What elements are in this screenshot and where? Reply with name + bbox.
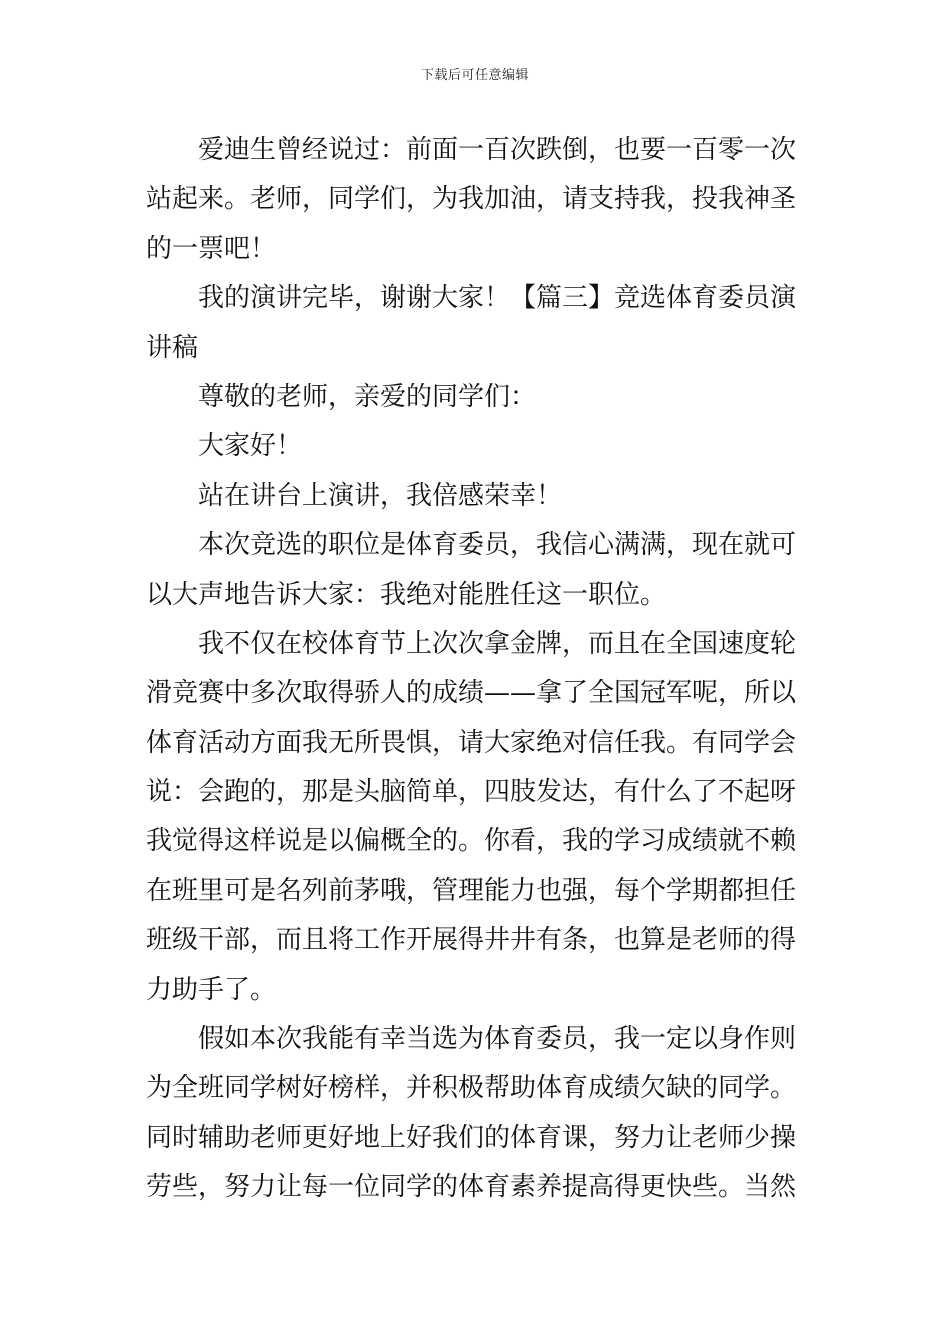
text-line: 大家好！ [198,431,303,462]
text-line: 说：会跑的，那是头脑简单，四肢发达，有什么了不起呀 [146,777,797,808]
text-line: 为全班同学树好榜样，并积极帮助体育成绩欠缺的同学。 [146,1073,797,1104]
document-body [146,126,808,1213]
text-line: 讲稿 [146,332,199,363]
text-line: 体育活动方面我无所畏惧，请大家绝对信任我。有同学会 [146,727,797,758]
text-line: 我不仅在校体育节上次次拿金牌，而且在全国速度轮 [198,628,797,659]
text-line: 班级干部，而且将工作开展得井井有条，也算是老师的得 [146,925,797,956]
text-line: 同时辅助老师更好地上好我们的体育课，努力让老师少操 [146,1122,797,1153]
text-line: 我觉得这样说是以偏概全的。你看，我的学习成绩就不赖 [146,826,797,857]
text-line: 劳些，努力让每一位同学的体育素养提高得更快些。当然 [146,1172,797,1203]
text-line: 滑竞赛中多次取得骄人的成绩——拿了全国冠军呢，所以 [146,678,797,709]
text-line: 假如本次我能有幸当选为体育委员，我一定以身作则 [198,1024,797,1055]
text-line: 站起来。老师，同学们，为我加油，请支持我，投我神圣 [146,184,797,215]
text-line: 我的演讲完毕，谢谢大家！【篇三】竞选体育委员演 [198,283,797,314]
text-line: 本次竞选的职位是体育委员，我信心满满，现在就可 [198,530,797,561]
text-line: 的一票吧！ [146,233,277,264]
text-line: 力助手了。 [146,974,277,1005]
page-header: 下载后可任意编辑 [420,68,529,83]
text-line: 站在讲台上演讲，我倍感荣幸！ [198,480,563,511]
text-line: 以大声地告诉大家：我绝对能胜任这一职位。 [146,579,667,610]
text-line: 在班里可是名列前茅哦，管理能力也强，每个学期都担任 [146,875,797,906]
text-line: 尊敬的老师，亲爱的同学们： [198,381,537,412]
text-line: 爱迪生曾经说过：前面一百次跌倒，也要一百零一次 [198,135,797,165]
